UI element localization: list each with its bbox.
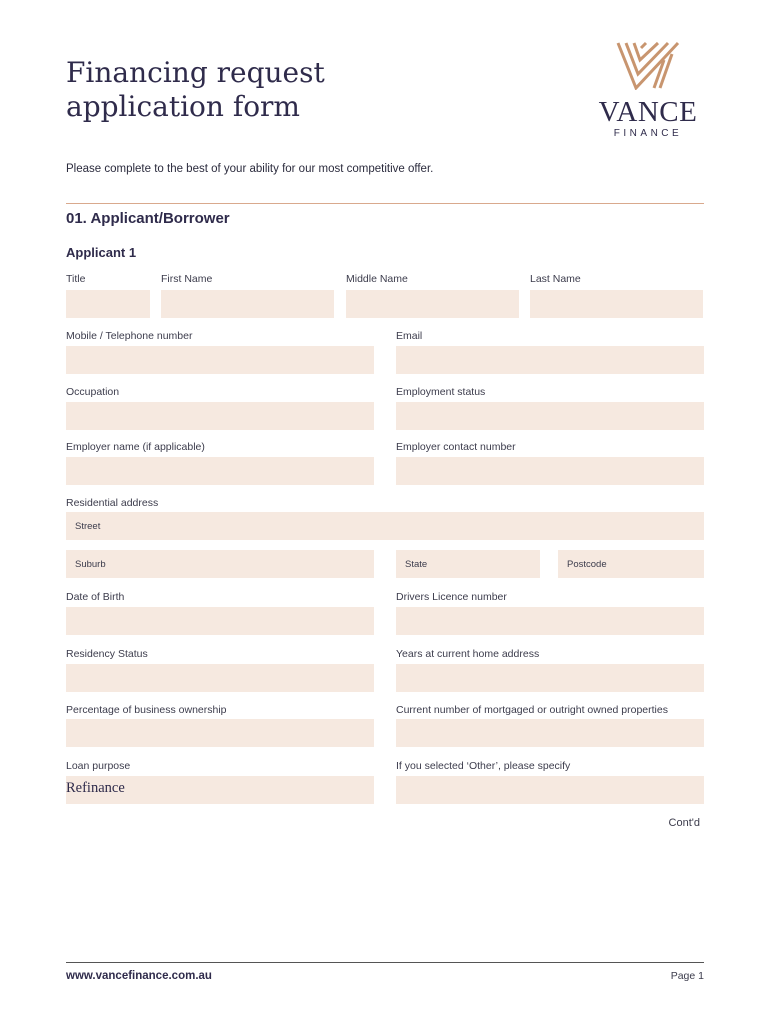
section-heading: 01. Applicant/Borrower	[66, 210, 230, 227]
middle-name-field[interactable]	[346, 290, 519, 318]
continued-note: Cont'd	[668, 817, 700, 829]
properties-label: Current number of mortgaged or outright owned properties	[396, 704, 668, 716]
other-specify-field[interactable]	[396, 776, 704, 804]
loan-purpose-label: Loan purpose	[66, 760, 131, 772]
business-ownership-label: Percentage of business ownership	[66, 704, 227, 716]
residency-label: Residency Status	[66, 648, 148, 660]
residency-field[interactable]	[66, 664, 374, 692]
loan-purpose-field[interactable]	[66, 776, 374, 804]
suburb-field[interactable]	[66, 550, 374, 578]
last-name-label: Last Name	[530, 273, 581, 285]
dob-label: Date of Birth	[66, 591, 125, 603]
footer-divider	[66, 962, 704, 963]
years-address-field[interactable]	[396, 664, 704, 692]
postcode-placeholder: Postcode	[567, 559, 607, 570]
last-name-field[interactable]	[530, 290, 703, 318]
employer-name-field[interactable]	[66, 457, 374, 485]
business-ownership-field[interactable]	[66, 719, 374, 747]
first-name-field[interactable]	[161, 290, 334, 318]
properties-field[interactable]	[396, 719, 704, 747]
title-label: Title	[66, 273, 86, 285]
employment-status-field[interactable]	[396, 402, 704, 430]
other-specify-label: If you selected ‘Other’, please specify	[396, 760, 571, 772]
logo-text: VANCE	[598, 96, 698, 128]
suburb-placeholder: Suburb	[75, 559, 106, 570]
loan-purpose-value: Refinance	[66, 780, 125, 796]
employment-status-label: Employment status	[396, 386, 486, 398]
intro-text: Please complete to the best of your ability for our most competitive offer.	[66, 163, 434, 175]
first-name-label: First Name	[161, 273, 213, 285]
licence-label: Drivers Licence number	[396, 591, 507, 603]
logo-subtext: FINANCE	[613, 128, 683, 139]
street-placeholder: Street	[75, 521, 101, 532]
section-divider	[66, 203, 704, 204]
licence-field[interactable]	[396, 607, 704, 635]
state-placeholder: State	[405, 559, 428, 570]
middle-name-label: Middle Name	[346, 273, 408, 285]
chevron-stripes-logo-icon	[616, 40, 680, 90]
employer-contact-field[interactable]	[396, 457, 704, 485]
title-field[interactable]	[66, 290, 150, 318]
phone-field[interactable]	[66, 346, 374, 374]
email-label: Email	[396, 330, 423, 342]
form-title-line1: Financing request	[66, 56, 325, 89]
page-number: Page 1	[670, 970, 704, 982]
residential-address-label: Residential address	[66, 497, 159, 509]
footer-website: www.vancefinance.com.au	[66, 970, 212, 982]
employer-name-label: Employer name (if applicable)	[66, 441, 205, 453]
street-field[interactable]	[66, 512, 704, 540]
form-title	[66, 56, 325, 124]
occupation-field[interactable]	[66, 402, 374, 430]
email-field[interactable]	[396, 346, 704, 374]
dob-field[interactable]	[66, 607, 374, 635]
form-title-line2: application form	[66, 90, 300, 123]
state-field[interactable]	[396, 550, 540, 578]
phone-label: Mobile / Telephone number	[66, 330, 193, 342]
years-address-label: Years at current home address	[396, 648, 540, 660]
vance-finance-logo	[588, 40, 708, 150]
employer-contact-label: Employer contact number	[396, 441, 516, 453]
occupation-label: Occupation	[66, 386, 120, 398]
postcode-field[interactable]	[558, 550, 704, 578]
applicant-subheading: Applicant 1	[66, 245, 137, 260]
